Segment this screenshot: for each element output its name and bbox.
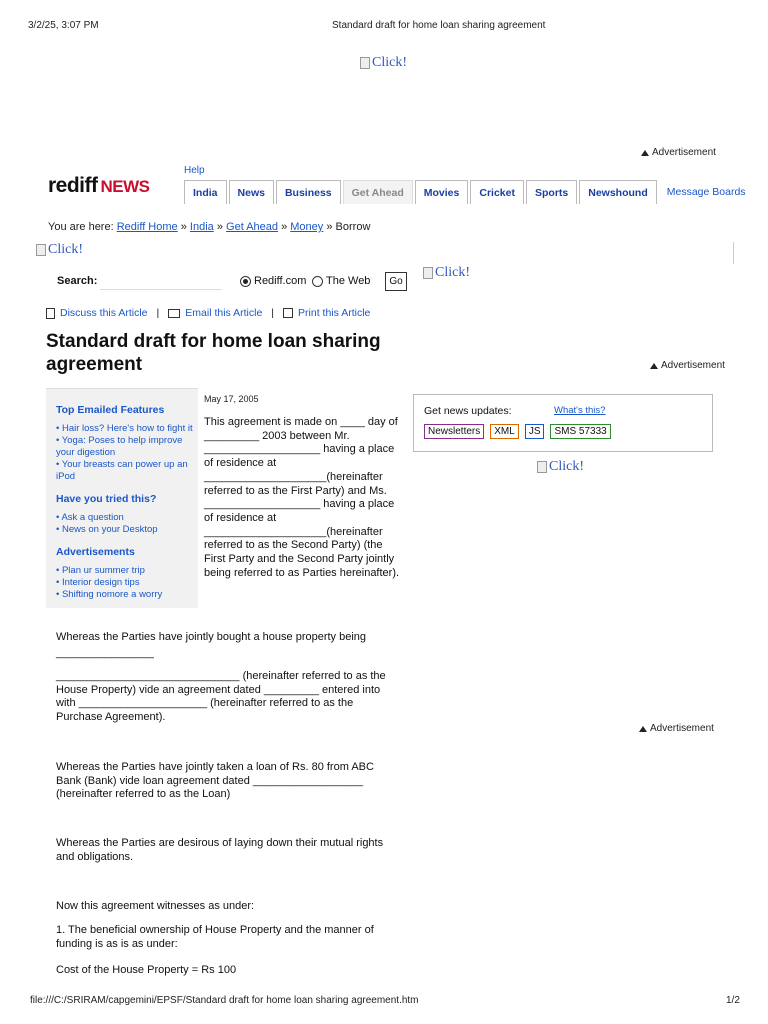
triangle-up-icon <box>641 150 649 156</box>
breadcrumb-rediff-home[interactable]: Rediff Home <box>116 221 178 233</box>
left-ad-image-alt: Click! <box>48 242 83 257</box>
sidebar-link[interactable]: • Hair loss? Here's how to fight it <box>56 423 193 434</box>
email-icon <box>168 309 180 318</box>
nav-tabs <box>184 180 756 204</box>
right-ad-image-alt: Click! <box>549 459 584 474</box>
triangle-up-icon <box>639 726 647 732</box>
breadcrumb-get-ahead[interactable]: Get Ahead <box>226 221 279 233</box>
divider <box>733 242 734 264</box>
tab-business[interactable]: Business <box>276 180 341 204</box>
banner-image-alt: Click! <box>372 55 407 70</box>
newsletters-button[interactable]: Newsletters <box>424 424 484 439</box>
sidebar-link[interactable]: • Interior design tips <box>56 577 140 588</box>
print-icon <box>283 308 293 318</box>
breadcrumb-money[interactable]: Money <box>290 221 324 233</box>
search-ad-image[interactable] <box>423 265 470 281</box>
paragraph-1-line: ________________ <box>56 647 154 659</box>
advertisement-text: Advertisement <box>650 723 714 734</box>
tools-separator: | <box>156 307 160 319</box>
print-datetime: 3/2/25, 3:07 PM <box>28 20 99 31</box>
radio-the-web-label: The Web <box>326 275 371 287</box>
news-updates-box <box>413 394 713 452</box>
sidebar-link[interactable]: • Shifting nomore a worry <box>56 589 163 600</box>
search-ad-image-alt: Click! <box>435 265 470 280</box>
broken-image-icon <box>36 244 46 256</box>
sidebar <box>46 388 198 608</box>
sidebar-heading: Top Emailed Features <box>56 404 165 416</box>
radio-rediff[interactable] <box>240 275 306 287</box>
paragraph-6: 1. The beneficial ownership of House Property and the manner of funding is as is as under: <box>56 924 374 950</box>
triangle-up-icon <box>650 363 658 369</box>
logo-rediff: rediff <box>48 174 98 197</box>
advertisement-label <box>641 147 716 158</box>
left-ad-image[interactable] <box>36 242 83 258</box>
sidebar-link[interactable]: • Ask a question <box>56 512 124 523</box>
radio-the-web[interactable] <box>312 275 370 287</box>
discuss-icon <box>46 308 55 319</box>
breadcrumb-prefix: You are here: <box>48 221 114 233</box>
discuss-link[interactable]: Discuss this Article <box>60 307 148 319</box>
tab-sports[interactable]: Sports <box>526 180 577 204</box>
print-title: Standard draft for home loan sharing agreement <box>332 20 546 31</box>
sidebar-link[interactable]: • Plan ur summer trip <box>56 565 145 576</box>
paragraph-3: Whereas the Parties have jointly taken a loan of Rs. 80 from ABC Bank (Bank) vide loan agreement dated __________________ (hereinafter referred to as the Loan) <box>56 761 374 801</box>
print-footer-page: 1/2 <box>726 995 740 1006</box>
paragraph-2: ______________________________ (hereinafter referred to as the House Property) vide an agreement dated _________ entered into with _____________________ (hereinafter referred to as the Purchase Agreement). <box>56 670 386 724</box>
breadcrumb-separator: » <box>281 221 288 233</box>
breadcrumb-separator: » <box>216 221 223 233</box>
article-tools <box>46 307 370 319</box>
logo-news: NEWS <box>100 177 150 196</box>
article-intro: This agreement is made on ____ day of _________ 2003 between Mr. ___________________ having a place of residence at ____________________(hereinafter referred to as the First Party) and Ms. ___________________ having a place of residence at ____________________(hereinafter referred to as the Second Party) (the First Party and the Second Party jointly being referred to as Parties hereinafter). <box>204 416 400 579</box>
sms-button[interactable]: SMS 57333 <box>550 424 610 439</box>
advertisement-label <box>639 723 714 734</box>
news-updates-label: Get news updates: <box>424 405 512 417</box>
tab-cricket[interactable]: Cricket <box>470 180 524 204</box>
sidebar-heading: Have you tried this? <box>56 493 157 505</box>
sidebar-link[interactable]: • News on your Desktop <box>56 524 158 535</box>
tab-movies[interactable]: Movies <box>415 180 469 204</box>
print-footer-path: file:///C:/SRIRAM/capgemini/EPSF/Standard draft for home loan sharing agreement.htm <box>30 995 419 1006</box>
tools-separator: | <box>271 307 275 319</box>
go-button[interactable]: Go <box>385 272 407 291</box>
tab-message-boards[interactable]: Message Boards <box>659 180 754 204</box>
radio-rediff-label: Rediff.com <box>254 275 307 287</box>
broken-image-icon <box>537 461 547 473</box>
sidebar-link[interactable]: • Yoga: Poses to help improve your digestion <box>56 435 183 458</box>
paragraph-7: Cost of the House Property = Rs 100 <box>56 964 237 976</box>
breadcrumb-current: Borrow <box>335 221 371 233</box>
whats-this-link[interactable]: What's this? <box>554 405 606 416</box>
search-input[interactable] <box>100 270 222 290</box>
help-link[interactable]: Help <box>184 165 205 176</box>
radio-unselected-icon <box>312 276 323 287</box>
breadcrumb <box>48 221 370 233</box>
tab-get-ahead[interactable]: Get Ahead <box>343 180 413 204</box>
right-ad-image[interactable] <box>537 459 584 475</box>
email-link[interactable]: Email this Article <box>185 307 263 319</box>
advertisement-label <box>650 360 725 371</box>
sidebar-heading: Advertisements <box>56 546 135 558</box>
page-title: Standard draft for home loan sharing agreement <box>46 331 381 375</box>
xml-button[interactable]: XML <box>490 424 519 439</box>
broken-image-icon <box>360 57 370 69</box>
paragraph-1: Whereas the Parties have jointly bought a house property being <box>56 631 367 643</box>
search-label: Search: <box>57 275 98 287</box>
paragraph-4: Whereas the Parties are desirous of laying down their mutual rights and obligations. <box>56 837 384 863</box>
tab-newshound[interactable]: Newshound <box>579 180 657 204</box>
broken-image-icon <box>423 267 433 279</box>
tab-news[interactable]: News <box>229 180 274 204</box>
advertisement-text: Advertisement <box>661 360 725 371</box>
rediff-news-logo[interactable] <box>48 174 150 198</box>
banner-image[interactable] <box>360 55 407 71</box>
breadcrumb-india[interactable]: India <box>189 221 214 233</box>
print-link[interactable]: Print this Article <box>298 307 371 319</box>
advertisement-text: Advertisement <box>652 147 716 158</box>
article-date: May 17, 2005 <box>204 394 259 404</box>
paragraph-5: Now this agreement witnesses as under: <box>56 900 255 912</box>
tab-india[interactable]: India <box>184 180 227 204</box>
breadcrumb-separator: » <box>326 221 333 233</box>
breadcrumb-separator: » <box>180 221 187 233</box>
sidebar-link[interactable]: • Your breasts can power up an iPod <box>56 459 188 482</box>
radio-selected-icon <box>240 276 251 287</box>
js-button[interactable]: JS <box>525 424 545 439</box>
